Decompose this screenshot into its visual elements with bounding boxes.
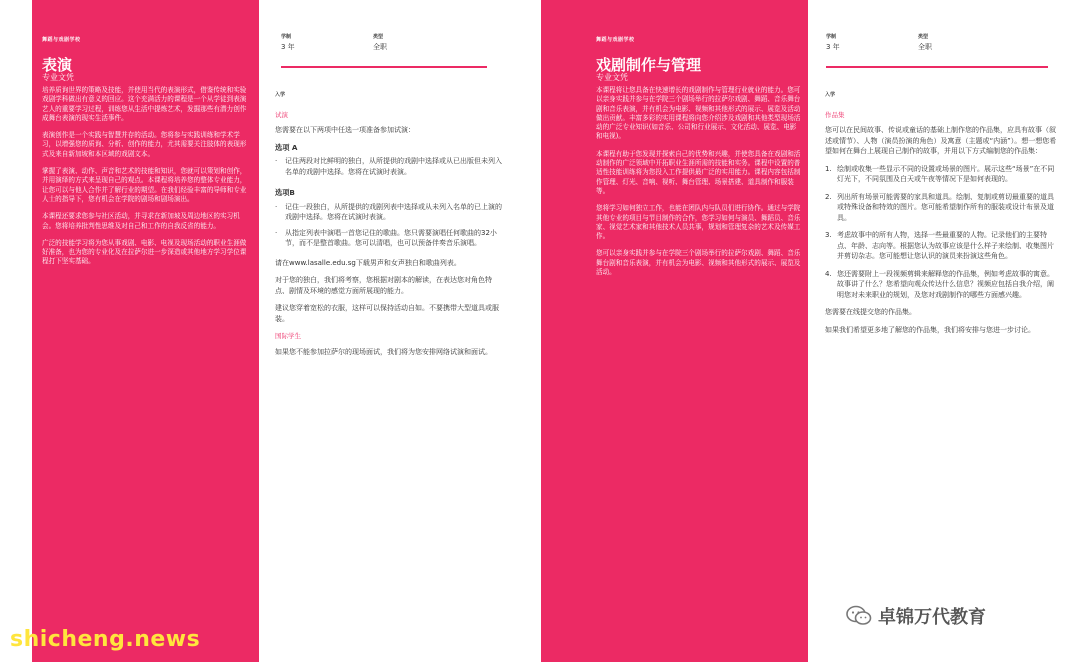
section-heading: 入学 [825,92,836,98]
page-production-management [541,0,808,662]
page-acting-admission [259,0,541,662]
bullet: · [275,157,278,165]
list-item-text: 从指定列表中演唱一首您记住的歌曲。您只需要演唱任何歌曲的32小节，而不是整首歌曲。您可以清唱，也可以预备伴奏音乐演唱。 [285,228,497,247]
school-eyebrow: 舞蹈与戏剧学校 [42,37,81,43]
paragraph: 广泛的技能学习将为您从事戏剧、电影、电视及现场活动的职业生涯做好准备，也为您的专业化及在拉萨尔进一步深造或其他地方学习学位课程打下坚实基础。 [42,238,247,266]
site-watermark: shicheng.news [10,627,201,652]
type-label: 类型 [373,34,384,40]
course-meta [281,33,487,68]
paragraph: 对于您的独白，我们将考察，您根据对剧本的解读，在表达您对角色特点、剧情及环境的感觉方面所展现的能力。 [275,276,492,295]
list-number: 1. [825,164,832,173]
option-b-heading: 选项B [275,188,295,197]
paragraph: 如果我们希望更多地了解您的作品集，我们将安排与您进一步讨论。 [825,325,1035,334]
admission-body [275,90,503,364]
list-item-text: 考虑故事中的所有人物，选择一些最重要的人物。记录他们的主要特点、年龄、志向等。根据您认为故事应该是什么样子来绘制、收集图片并剪切杂志。您可能想让您认识的演员来扮演这些角色。 [837,231,1054,260]
type-value: 全职 [373,43,387,51]
course-meta [826,33,1048,68]
list-number: 2. [825,192,832,201]
paragraph: 您可以在民间故事、传说或童话的基础上制作您的作品集，应具有故事（叙述或情节）、人物（演员扮演的角色）及寓意（主题或“内涵”）。想一想您希望如何在舞台上展现自己制作的故事，并用以下方式编制您的作品集： [825,126,1057,155]
paragraph: 您需要在线提交您的作品集。 [825,308,916,316]
list-item-text: 记住两段对比鲜明的独白，从所提供的戏剧中选择或从已出版但未列入名单的戏剧中选择。您将在试演时表演。 [285,157,502,176]
type-label: 类型 [918,34,929,40]
page-production-admission [808,0,1080,662]
list-item-text: 记住一段独白，从所提供的戏剧列表中选择或从未列入名单的已上演的戏剧中选择。您将在试演时表演。 [285,202,502,221]
paragraph: 本课程还要求您参与社区活动，并寻求在新加坡及周边地区的实习机会。您将培养批判性思维及对自己和工作的自我反省的能力。 [42,212,240,230]
list-number: 3. [825,231,832,239]
wechat-icon [846,605,872,627]
list-item-text: 您还需要附上一段视频剪辑来解释您的作品集，例如考虑故事的寓意。故事讲了什么？您希望向观众传达什么信息？视频应包括自我介绍，阐明您对未来职业的规划，及您对戏剧制作的哪些方面感兴趣。 [837,269,1054,299]
divider [281,66,487,68]
school-eyebrow: 舞蹈与戏剧学校 [596,37,635,43]
paragraph: 请在www.lasalle.edu.sg下载男声和女声独白和歌曲列表。 [275,258,461,267]
page-title: 表演 [42,56,73,74]
page-subtitle: 专业文凭 [596,73,628,82]
admission-body [825,90,1057,342]
list-item-text: 绘制或收集一些显示不同的设置或场景的图片。展示这些“场景”在不同灯光下，不同氛围及白天或午夜等情况下是如何表现的。 [837,164,1055,183]
paragraph: 如果您不能参加拉萨尔的现场面试，我们将为您安排网络试演和面试。 [275,347,492,356]
list-item [275,156,503,177]
audition-heading: 试演 [275,110,288,119]
list-item [825,192,1057,224]
duration-value: 3 年 [281,43,295,51]
page-subtitle: 专业文凭 [42,73,74,82]
divider [826,66,1048,68]
paragraph: 本课程将让您具备在快速增长的戏剧制作与管理行业就业的能力。您可以亲身实践并参与在学院三个剧场举行的拉萨尔戏剧、舞蹈、音乐舞台剧和音乐表演，并有机会为电影、视频和其他形式的展示、展览及活动做出贡献。丰富多彩的实用课程将向您介绍涉及戏剧和其他类型现场活动的广泛专业知识(如音乐、公司和行业展示、文化活动、展览、电影和电视)。 [596,86,801,141]
duration-label: 学制 [281,34,292,40]
wechat-account-name: 卓锦万代教育 [878,607,986,628]
page-title: 戏剧制作与管理 [596,56,702,74]
option-a-heading: 选项 A [275,142,298,152]
list-item [825,230,1057,262]
list-number: 4. [825,269,832,278]
portfolio-heading: 作品集 [825,110,845,119]
body-text [596,86,801,285]
list-item [275,202,503,223]
page-acting [32,0,259,662]
paragraph: 您将学习如何独立工作，也能在团队内与队员们进行协作。通过与学院其他专业的项目与节目制作的合作，您学习如何与演员、舞蹈员、音乐家、视觉艺术家和其他技术人员共事，规划和管理复杂的艺术及传媒工作。 [596,204,801,241]
paragraph: 本课程有助于您发现并探索自己的优势和兴趣，并使您具备在戏剧和活动制作的广泛领域中开拓职业生涯所需的技能和实务。课程中设置的普适性技能训练将为您投入工作提供最广泛的实用能力。课程内容包括制作管理、灯光、音响、视听、舞台管理、场景搭建、道具制作和服装等。 [596,149,801,195]
section-heading: 入学 [275,92,286,98]
wechat-account-badge [846,603,986,629]
list-item [825,269,1057,301]
body-text [42,86,252,275]
list-item [825,164,1057,185]
international-heading: 国际学生 [275,332,301,340]
paragraph: 建议您穿着宽松的衣服，这样可以保持活动自如。不要携带大型道具或服装。 [275,304,499,323]
paragraph: 培养质询世界的策略及技能，并使用当代的表演形式，借鉴传统和实验戏剧学科做出有意义的回应。这个充满活力的课程是一个从学徒到表演艺人的重要学习过程，训练您从生活中提炼艺术，发掘那些有潜力创作成舞台表演的现实生活事件。 [42,86,247,122]
list-item [275,228,503,249]
paragraph: 表演创作是一个实践与智慧并存的活动。您将参与实践训练和学术学习，以增强您的质询、分析、创作的能力，尤其需要关注肢体的表现形式及来自新加坡和本区域的戏剧文本。 [42,131,247,158]
paragraph: 您需要在以下两项中任选一项准备参加试演： [275,126,415,134]
bullet: · [275,202,278,211]
paragraph: 您可以亲身实践并参与在学院三个剧场举行的拉萨尔戏剧、舞蹈、音乐舞台剧和音乐表演，并有机会为电影、视频和其他形式的展示、展览及活动。 [596,249,801,277]
paragraph: 掌握了表演、动作、声音和艺术的技能和知识，您就可以策划和创作，并用演绎的方式来呈现自己的观点。本课程将培养您的整体专业能力，让您可以与他人合作并了解行业的期望。在我们经验丰富的导师和专业人士的指导下，您有机会在学院的剧场和剧场演出。 [42,167,247,203]
duration-value: 3 年 [826,43,840,51]
duration-label: 学制 [826,34,837,40]
bullet: · [275,228,278,237]
type-value: 全职 [918,43,932,51]
list-item-text: 列出所有场景可能需要的家具和道具。绘制、复制或剪切最重要的道具或特殊设备和特效的图片。您可能希望制作所有的服装或设计布景及道具。 [837,192,1054,222]
